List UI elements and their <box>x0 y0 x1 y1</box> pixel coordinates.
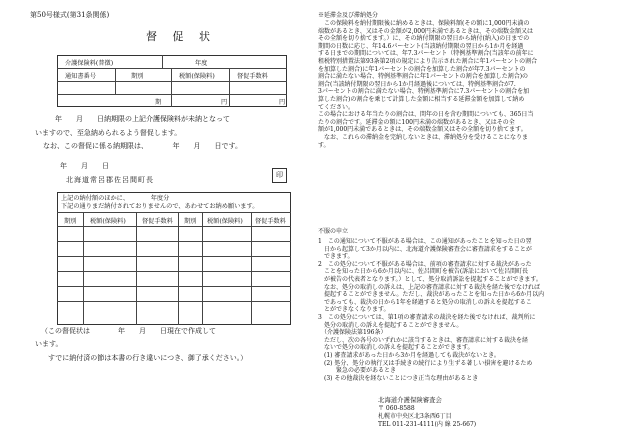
unit-ki: 期 <box>155 99 162 106</box>
appeal-title: 不服の申立 <box>318 228 349 235</box>
late-fee-line: この場合における年当たりの割合は、閏年の日を含む期間についても、365日当 <box>318 111 534 119</box>
unit-en-2: 円 <box>279 99 286 106</box>
agency-tel: TEL 011-231-4111(内 線 25-667) <box>378 421 477 428</box>
late-fee-title: ※延滞金及び滞納処分 <box>318 12 379 19</box>
late-fee-line: なお、これらの滞納金を完納しないときは、滞納処分を受けることになりま <box>318 133 529 141</box>
appeal-line: 提起することができません。ただし、裁決があったことを知った日から6か月以内 <box>318 291 545 299</box>
seal-box: 印 <box>272 168 287 183</box>
late-fee-line: 額が1,000円未満であるときは、その端数金額又はその全額を切り捨てます。 <box>318 126 527 134</box>
appeal-line: なお、処分の取消しの訴えは、上記の審査請求に対する裁決を経た後でなければ <box>318 283 541 291</box>
lt-h-tax-2: 税額(保険料) <box>207 218 243 225</box>
late-fee-line: てください。 <box>318 103 355 111</box>
appeal-line: （介護保険法第196条） <box>318 329 387 337</box>
mayor-name: 北海道常呂郡佐呂間町長 <box>66 176 154 184</box>
appeal-line: ただし、次の各号のいずれかに該当するときは、審査請求に対する裁決を経 <box>318 336 529 344</box>
lower-note-2: 下記の通りまだ納付されておりませんので、あわせてお納め願います。 <box>61 203 259 210</box>
appeal-line: 日から起算して3か月以内に、北海道介護保険審査会に審査請求をすることが <box>318 245 532 253</box>
appeal-line: であっても、裁決の日から1年を経過すると処分の取消しの訴えを提起するこ <box>318 298 532 306</box>
lower-note-1: 上記の納付額のほかに、 年度分 <box>61 195 170 202</box>
lt-h-period-2: 期別 <box>184 218 197 225</box>
footer-line-3: すでに納付済の節は本書の行き違いにつき、御了承ください。） <box>48 354 248 362</box>
appeal-line: (3) その他裁決を経ないことにつき正当な理由があるとき <box>318 374 479 382</box>
late-fee-line: 租税特別措置法第93条第2項の規定により告示された割合に年1パーセントの割合 <box>318 57 538 65</box>
appeal-line: ことを知った日から6か月以内に、佐呂間町を被告(訴訟において佐呂間町長 <box>318 268 529 276</box>
appeal-line: できます。 <box>318 253 354 261</box>
agency-address: 札幌市中央区北3条西6丁目 <box>378 413 452 420</box>
late-fee-line: す。 <box>318 141 330 149</box>
late-fee-line: 端数があるとき、又はその金額が2,000円未満であるときは、その端数金額又は <box>318 27 533 35</box>
appeal-line: 2 この処分について不服がある場合は、前項の審査請求に対する裁決があった <box>318 260 532 268</box>
top-row1-left: 介護保険料(普徴) <box>65 60 114 67</box>
appeal-line: 3 この処分については、第1項の審査請求の裁決を経た後でなければ、裁判所に <box>318 313 536 321</box>
top-table <box>57 55 287 107</box>
lt-h-fee-2: 督促手数料 <box>255 218 286 225</box>
lt-h-fee-1: 督促手数料 <box>142 218 173 225</box>
appeal-text <box>318 238 624 382</box>
unit-en-1: 円 <box>221 99 228 106</box>
body-line-2: いますので、至急納められるよう督促します。 <box>35 129 182 137</box>
lt-h-period-1: 期別 <box>64 218 77 225</box>
appeal-line: 緊急の必要があるとき <box>318 367 397 375</box>
late-fee-line: 割合に満たない場合、特例基準割合に年1パーセントの割合を加算した割合)の <box>318 73 529 81</box>
late-fee-line: 割合(当該納付期限の翌日から1か月経過後については、特例基準割合が7. <box>318 80 516 88</box>
top-row1-right: 年度 <box>195 60 208 67</box>
agency-postal: 〒 060-8588 <box>378 405 415 412</box>
th-fee: 督促手数料 <box>237 73 268 80</box>
th-notice-no: 通知書番号 <box>65 73 96 80</box>
late-fee-line: 期間の日数に応じ、年14.6パーセント(当該納付期限の翌日から1か月を経過 <box>318 42 524 50</box>
late-fee-line: を加算した割合)に年1パーセントの割合を加算した割合が年7.3パーセントの <box>318 65 526 73</box>
lt-h-tax-1: 税額(保険料) <box>90 218 126 225</box>
agency-name: 北海道介護保険審査会 <box>378 396 442 404</box>
appeal-line: 処分の取消しの訴えを提起することができません。 <box>318 321 463 329</box>
footer-line-2: います。 <box>35 340 63 348</box>
late-fee-text <box>318 20 624 149</box>
late-fee-line: この保険料を納付期限後に納めるときは、保険料額(その額に1,000円未満の <box>318 20 530 27</box>
appeal-line: 1 この通知について不服がある場合は、この通知があったことを知った日の翌 <box>318 238 532 245</box>
form-number: 第50号様式(第31条関係) <box>30 11 110 19</box>
appeal-line: (1) 審査請求があった日から3か月を経過しても裁決がないとき。 <box>318 351 500 359</box>
appeal-line: とができなくなります。 <box>318 306 390 314</box>
issue-date: 年 月 日 <box>60 162 109 170</box>
body-line-1: 年 月 日納期限の上記介護保険料が未納となって <box>55 115 230 123</box>
th-period: 期別 <box>131 73 144 80</box>
late-fee-line: する日までの期間については、年7.3パーセント（特例基準割合(当該年の前年に <box>318 50 534 58</box>
doc-title: 督 促 状 <box>146 30 216 43</box>
appeal-line: が被告の代表者となります。）として、処分取消訴訟を提起することができます。 <box>318 275 542 283</box>
lower-table <box>57 192 291 325</box>
late-fee-line: その全額を切り捨てます。）に、その納付期限の翌日から納付(納入)の日までの <box>318 35 530 43</box>
appeal-line: ないで処分の取消しの訴えを提起することができます。 <box>318 344 474 352</box>
late-fee-line: 算した割合)の割合を乗じて計算した金額に相当する延滞金額を加算して納め <box>318 95 525 103</box>
late-fee-line: 3パーセントの割合に満たない場合、特例基準割合に7.3パーセントの割合を加 <box>318 88 530 96</box>
th-tax: 税額(保険料) <box>179 73 215 80</box>
body-line-3: なお、この督促に係る納期限は、 年 月 日です。 <box>43 142 242 150</box>
appeal-line: (2) 処分、処分の執行又は手続きの続行により生ずる著しい損害を避けるため <box>318 359 533 367</box>
footer-line-1: （この督促状は 年 月 日現在で作成して <box>41 327 216 335</box>
late-fee-line: たりの割合です。延滞金の額に100円未満の端数があるとき、又はその全 <box>318 118 515 126</box>
